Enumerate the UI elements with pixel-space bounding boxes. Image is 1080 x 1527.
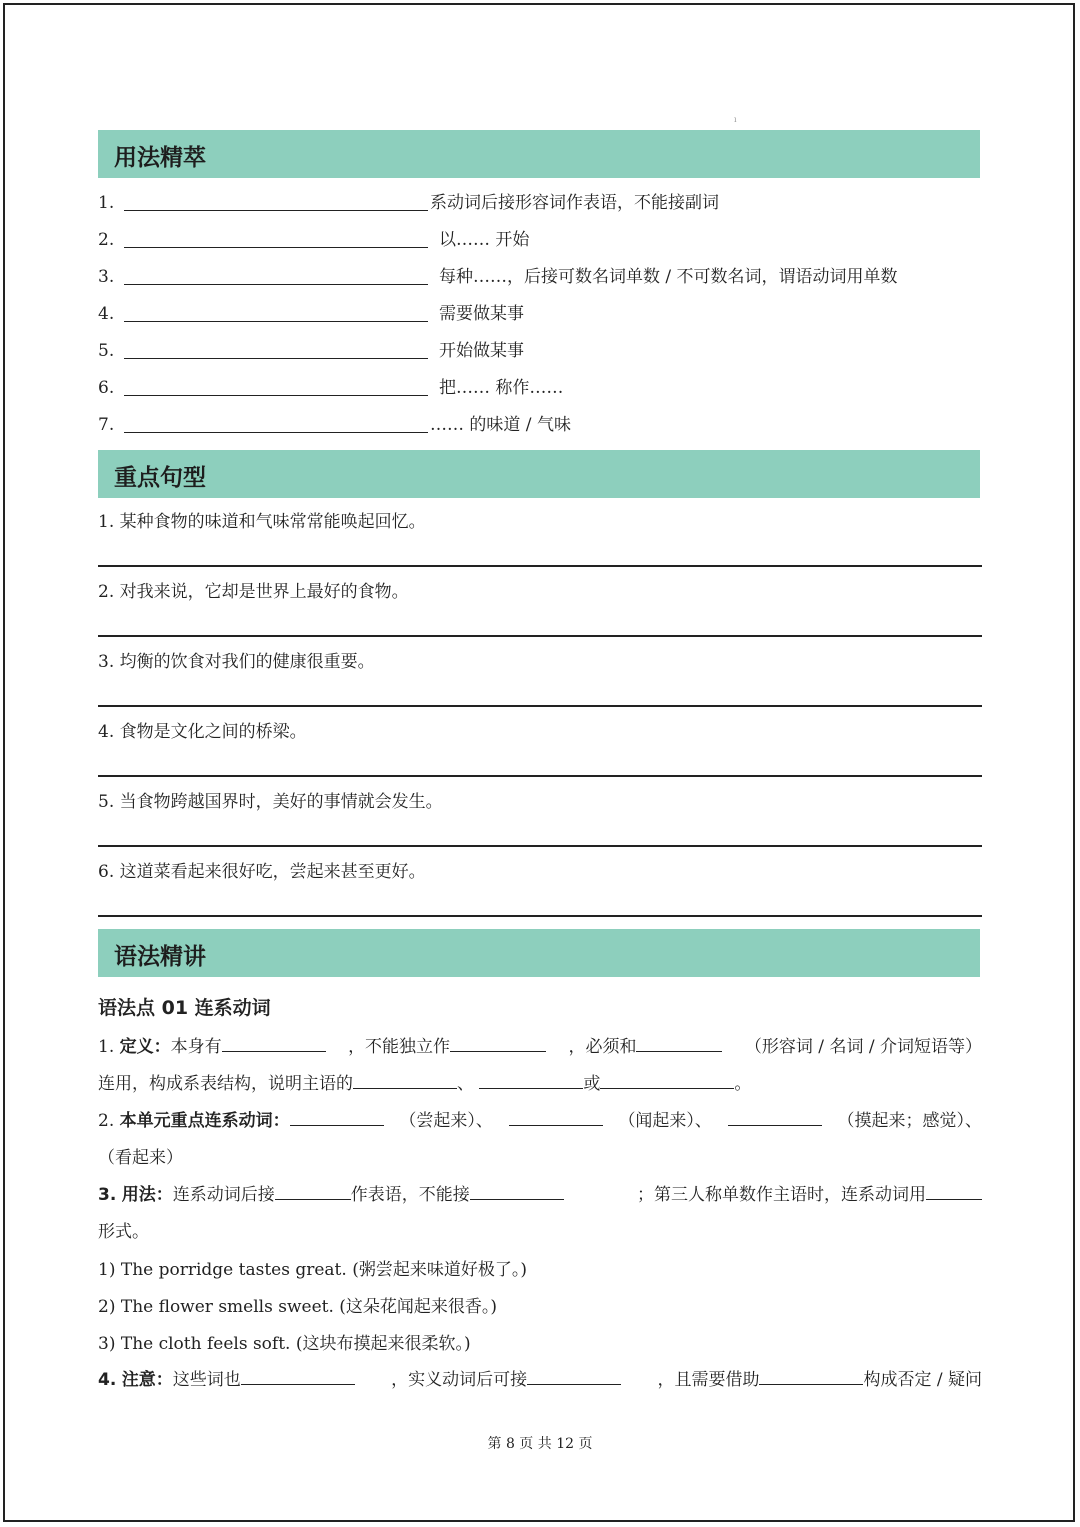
answer-line[interactable]: [98, 635, 982, 637]
fill-blank[interactable]: [241, 1366, 355, 1385]
section-patterns-title: 重点句型: [114, 465, 206, 491]
key-text: （看起来）: [98, 1148, 183, 1168]
example-3: 3) The cloth feels soft. (这块布摸起来很柔软。): [98, 1334, 471, 1354]
note-text: ，实义动词后可接: [391, 1370, 528, 1390]
fill-blank[interactable]: [479, 1070, 583, 1089]
note-text: 构成否定 / 疑问: [863, 1370, 982, 1390]
use-text: 形式。: [98, 1222, 149, 1242]
key-num: 2.: [98, 1111, 115, 1131]
key-text: （摸起来；感觉）、: [837, 1111, 982, 1131]
pattern-sentence: 1. 某种食物的味道和气味常常能唤起回忆。: [98, 512, 426, 532]
usage-hint: 每种……，后接可数名词单数 / 不可数名词，谓语动词用单数: [439, 267, 898, 287]
usage-num: 1.: [98, 193, 115, 213]
grammar-usage-line2: [98, 1218, 982, 1246]
usage-blank[interactable]: [124, 284, 428, 285]
note-num: 4.: [98, 1370, 117, 1390]
usage-num: 2.: [98, 230, 115, 250]
usage-blank[interactable]: [124, 395, 428, 396]
key-text: （闻起来）、: [618, 1111, 712, 1131]
fill-blank[interactable]: [926, 1181, 982, 1200]
usage-num: 5.: [98, 341, 115, 361]
pattern-sentence: 4. 食物是文化之间的桥梁。: [98, 722, 307, 742]
def-text: 连用，构成系表结构，说明主语的: [98, 1074, 353, 1094]
fill-blank[interactable]: [728, 1107, 822, 1126]
section-usage-title: 用法精萃: [114, 145, 206, 171]
use-label: 用法：: [121, 1185, 173, 1205]
answer-line[interactable]: [98, 845, 982, 847]
answer-line[interactable]: [98, 705, 982, 707]
answer-line[interactable]: [98, 915, 982, 917]
example-1: 1) The porridge tastes great. (粥尝起来味道好极了。): [98, 1260, 527, 1280]
example-2: 2) The flower smells sweet. (这朵花闻起来很香。): [98, 1297, 498, 1317]
def-label: 定义：: [119, 1037, 171, 1057]
pattern-sentence: 5. 当食物跨越国界时，美好的事情就会发生。: [98, 792, 443, 812]
usage-num: 7.: [98, 415, 115, 435]
def-text: 。: [734, 1074, 752, 1094]
section-usage-header: [98, 130, 980, 178]
answer-line[interactable]: [98, 565, 982, 567]
key-text: （尝起来）、: [399, 1111, 493, 1131]
grammar-definition-line2: [98, 1070, 982, 1098]
grammar-key-verbs-line: [98, 1107, 982, 1135]
def-text: 、: [457, 1074, 474, 1094]
usage-hint: 系动词后接形容词作表语，不能接副词: [430, 193, 719, 213]
usage-hint: 把…… 称作……: [439, 378, 564, 398]
note-text: 这些词也: [172, 1370, 241, 1390]
usage-hint: …… 的味道 / 气味: [430, 415, 571, 435]
def-text: ，不能独立作: [348, 1037, 451, 1057]
def-text: ，必须和: [568, 1037, 637, 1057]
section-grammar-title: 语法精讲: [114, 944, 206, 970]
fill-blank[interactable]: [470, 1181, 564, 1200]
note-text: ，且需要借助: [657, 1370, 760, 1390]
scan-mark: ı: [734, 115, 737, 124]
usage-blank[interactable]: [124, 358, 428, 359]
use-text: 连系动词后接: [172, 1185, 275, 1205]
fill-blank[interactable]: [636, 1033, 722, 1052]
usage-num: 3.: [98, 267, 115, 287]
page-footer: 第 8 页 共 12 页: [487, 1436, 593, 1452]
fill-blank[interactable]: [509, 1107, 603, 1126]
grammar-usage-line: [98, 1181, 982, 1209]
fill-blank[interactable]: [759, 1366, 863, 1385]
usage-blank[interactable]: [124, 247, 428, 248]
fill-blank[interactable]: [290, 1107, 384, 1126]
section-patterns-header: [98, 450, 980, 498]
def-num: 1.: [98, 1037, 115, 1057]
fill-blank[interactable]: [275, 1181, 351, 1200]
answer-line[interactable]: [98, 775, 982, 777]
usage-num: 4.: [98, 304, 115, 324]
usage-hint: 需要做某事: [439, 304, 524, 324]
pattern-sentence: 3. 均衡的饮食对我们的健康很重要。: [98, 652, 375, 672]
note-label: 注意：: [121, 1370, 173, 1390]
usage-hint: 以…… 开始: [439, 230, 530, 250]
fill-blank[interactable]: [600, 1070, 734, 1089]
fill-blank[interactable]: [527, 1366, 621, 1385]
usage-num: 6.: [98, 378, 115, 398]
grammar-point-title: 语法点 01 连系动词: [98, 997, 271, 1019]
use-text: 作表语，不能接: [350, 1185, 470, 1205]
use-text: ；第三人称单数作主语时，连系动词用: [637, 1185, 926, 1205]
def-text: （形容词 / 名词 / 介词短语等）: [744, 1037, 982, 1057]
section-grammar-header: [98, 929, 980, 977]
fill-blank[interactable]: [222, 1033, 326, 1052]
fill-blank[interactable]: [450, 1033, 546, 1052]
pattern-sentence: 2. 对我来说，它却是世界上最好的食物。: [98, 582, 409, 602]
def-text: 或: [583, 1074, 601, 1094]
fill-blank[interactable]: [353, 1070, 457, 1089]
use-num: 3.: [98, 1185, 117, 1205]
grammar-key-verbs-line2: [98, 1144, 982, 1172]
def-text: 本身有: [170, 1037, 222, 1057]
pattern-sentence: 6. 这道菜看起来很好吃，尝起来甚至更好。: [98, 862, 426, 882]
usage-blank[interactable]: [124, 432, 428, 433]
grammar-note-line: [98, 1366, 982, 1394]
usage-blank[interactable]: [124, 210, 428, 211]
usage-hint: 开始做某事: [439, 341, 524, 361]
usage-blank[interactable]: [124, 321, 428, 322]
key-label: 本单元重点连系动词：: [119, 1111, 290, 1131]
grammar-definition-line1: [98, 1033, 982, 1061]
